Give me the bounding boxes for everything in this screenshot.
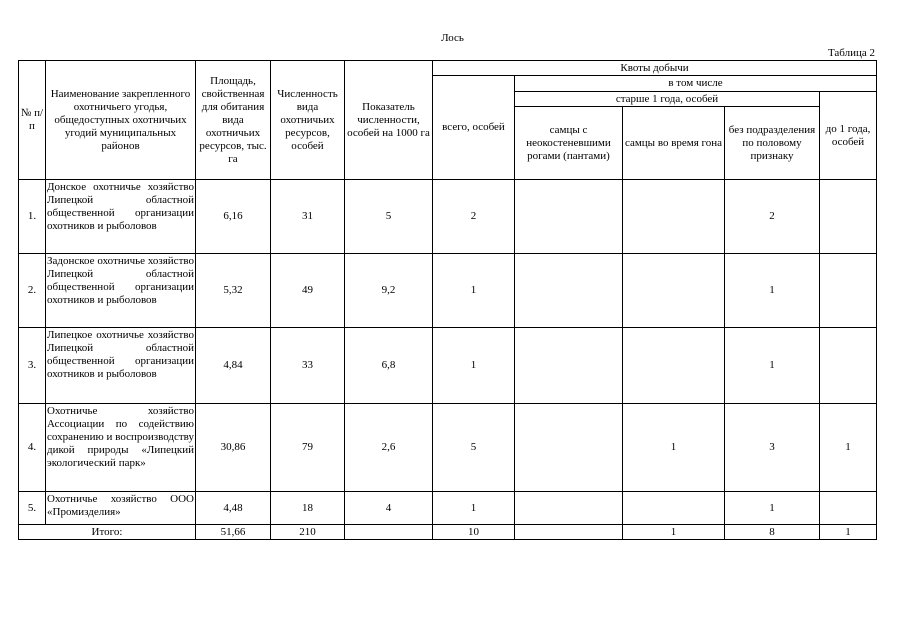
- row-total: 1: [433, 254, 515, 328]
- row-rut: [623, 180, 725, 254]
- quota-table: [18, 60, 877, 540]
- row-antlers: [515, 328, 623, 404]
- row-antlers: [515, 254, 623, 328]
- row-density: 5: [345, 180, 433, 254]
- row-rut: 1: [623, 404, 725, 492]
- row-name: Задонское охотничье хозяйство Липецкой областной общественной организации охотников и рыболовов: [46, 254, 196, 328]
- totals-density: [345, 525, 433, 540]
- table-row: [19, 328, 877, 404]
- row-no-sex: 3: [725, 404, 820, 492]
- row-total: 2: [433, 180, 515, 254]
- row-area: 4,84: [196, 328, 271, 404]
- row-num: 1.: [19, 180, 46, 254]
- row-under1: [820, 492, 877, 525]
- row-under1: [820, 254, 877, 328]
- totals-label: Итого:: [19, 525, 196, 540]
- header-area: Площадь, свойственная для обитания вида охотничьих ресурсов, тыс. га: [196, 61, 271, 180]
- row-no-sex: 1: [725, 492, 820, 525]
- row-total: 1: [433, 492, 515, 525]
- header-name: Наименование закрепленного охотничьего угодья, общедоступных охотничьих угодий муниципальных районов: [46, 61, 196, 180]
- row-population: 49: [271, 254, 345, 328]
- row-population: 33: [271, 328, 345, 404]
- header-under1: до 1 года, особей: [820, 92, 877, 180]
- row-rut: [623, 328, 725, 404]
- row-total: 1: [433, 328, 515, 404]
- row-population: 31: [271, 180, 345, 254]
- header-population: Численность вида охотничьих ресурсов, особей: [271, 61, 345, 180]
- row-num: 3.: [19, 328, 46, 404]
- totals-row: [19, 525, 877, 540]
- row-name: Охотничье хозяйство Ассоциации по содействию сохранению и воспроизводству дикой природы «Липецкий экологический парк»: [46, 404, 196, 492]
- header-males-rut: самцы во время гона: [623, 107, 725, 180]
- row-density: 9,2: [345, 254, 433, 328]
- totals-antlers: [515, 525, 623, 540]
- row-population: 18: [271, 492, 345, 525]
- header-including: в том числе: [515, 76, 877, 92]
- totals-rut: 1: [623, 525, 725, 540]
- totals-total: 10: [433, 525, 515, 540]
- row-no-sex: 2: [725, 180, 820, 254]
- row-name: Липецкое охотничье хозяйство Липецкой областной общественной организации охотников и рыболовов: [46, 328, 196, 404]
- header-no-sex: без подразделения по половому признаку: [725, 107, 820, 180]
- row-num: 4.: [19, 404, 46, 492]
- table-row: [19, 180, 877, 254]
- header-total: всего, особей: [433, 76, 515, 180]
- row-num: 2.: [19, 254, 46, 328]
- totals-under1: 1: [820, 525, 877, 540]
- row-name: Охотничье хозяйство ООО «Промизделия»: [46, 492, 196, 525]
- table-row: [19, 254, 877, 328]
- table-number: Таблица 2: [827, 47, 875, 59]
- document-title: Лось: [441, 32, 464, 44]
- row-area: 6,16: [196, 180, 271, 254]
- table-row: [19, 404, 877, 492]
- totals-no-sex: 8: [725, 525, 820, 540]
- row-antlers: [515, 180, 623, 254]
- row-rut: [623, 492, 725, 525]
- row-area: 30,86: [196, 404, 271, 492]
- row-no-sex: 1: [725, 254, 820, 328]
- row-density: 2,6: [345, 404, 433, 492]
- row-under1: [820, 180, 877, 254]
- header-males-antlers: самцы с неокостеневшими рогами (пантами): [515, 107, 623, 180]
- row-density: 6,8: [345, 328, 433, 404]
- row-antlers: [515, 404, 623, 492]
- row-density: 4: [345, 492, 433, 525]
- header-num: № п/п: [19, 61, 46, 180]
- row-no-sex: 1: [725, 328, 820, 404]
- row-population: 79: [271, 404, 345, 492]
- row-area: 5,32: [196, 254, 271, 328]
- row-area: 4,48: [196, 492, 271, 525]
- header-quotas: Квоты добычи: [433, 61, 877, 76]
- row-num: 5.: [19, 492, 46, 525]
- row-rut: [623, 254, 725, 328]
- header-density: Показатель численности, особей на 1000 га: [345, 61, 433, 180]
- row-under1: [820, 328, 877, 404]
- row-total: 5: [433, 404, 515, 492]
- totals-area: 51,66: [196, 525, 271, 540]
- table-row: [19, 492, 877, 525]
- row-under1: 1: [820, 404, 877, 492]
- row-name: Донское охотничье хозяйство Липецкой областной общественной организации охотников и рыболовов: [46, 180, 196, 254]
- header-over1: старше 1 года, особей: [515, 92, 820, 107]
- totals-population: 210: [271, 525, 345, 540]
- row-antlers: [515, 492, 623, 525]
